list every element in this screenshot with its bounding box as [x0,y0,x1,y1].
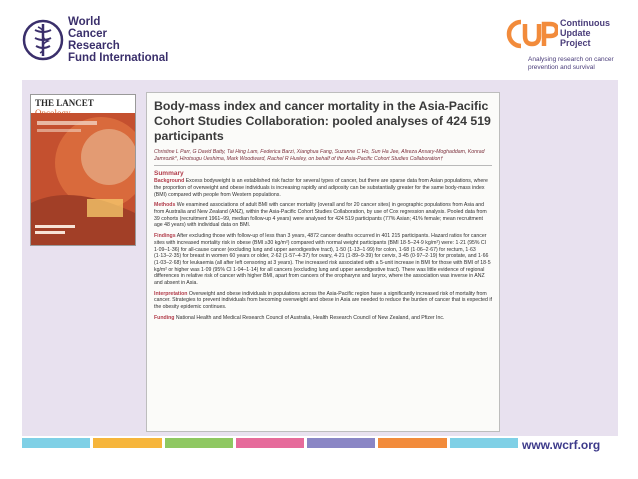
footer-color-bars [22,438,518,448]
section-background [154,178,492,198]
cover-artwork-image [31,113,135,245]
section-label: Background [154,178,185,185]
color-bar [22,438,90,448]
cup-tagline: Analysing research on cancer prevention and survival [528,56,614,71]
color-bar [93,438,161,448]
summary-heading: Summary [154,170,184,178]
cup-logo [506,16,624,78]
section-text: Excess bodyweight is an established risk factor for several types of cancer, but there are sparse data from Asian populations, where the proportion of overweight and obese individuals is increasing rapidly and adiposity can be substantially greater for the same body-mass index (BMI) compared with people from Western populations. [154,178,488,198]
section-label: Methods [154,202,176,209]
color-bar [378,438,446,448]
cup-logo-text [560,18,610,48]
lancet-masthead [31,95,135,113]
color-bar [236,438,304,448]
section-methods [154,202,492,229]
wcrf-line-3: Research [68,40,120,52]
divider [154,165,492,166]
section-text: After excluding those with follow-up of less than 3 years, 4872 cancer deaths occurred in 401 215 participants. Hazard ratios for cancer sites with increased mortality risk in obese (BMI ≥30 kg/m²) compared with normal weight participants (BMI 18·5–24·9 kg/m²) were: 1·21 (95% CI 1·09–1·36) for all-cause cancer (excluding lung and upper aerodigestive tract), 1·50 (1·13–1·99) for colon, 1·68 (1·06–2·67) for rectum, 1·63 (1·13–2·35) for breast in women 60 years or older, 2·62 (1·57–4·37) for ovary, 4·21 (1·89–9·39) for cervix, 3·45 (0·97–2·19) for prostate, and 1·66 (1·03–2·68) for leukaemia (all after left censoring at 3 years). The increased risk associated with a 5-unit increase in BMI for those with BMI of 18·5 kg/m² or higher was 1·09 (95% CI 1·04–1·14) for all cancers (excluding lung and upper aerodigestive tract). There was little evidence of regional differences in relative risk of cancer with higher BMI, apart from cancers of the oropharynx and larynx, where the association was inverse in ANZ and absent in Asia. [154,233,491,287]
section-interpretation [154,291,492,311]
caduceus-emblem-icon [22,16,64,64]
section-label: Funding [154,314,175,321]
wcrf-logo-text [68,16,168,64]
section-funding [154,315,492,322]
color-bar [450,438,518,448]
lancet-oncology-cover [30,94,136,246]
cup-logo-mark [506,16,558,52]
article-abstract [146,92,500,432]
wcrf-line-2: Cancer [68,28,107,40]
article-title: Body-mass index and cancer mortality in the Asia-Pacific Cohort Studies Collaboration: pooled analyses of 424 519 participants [154,99,491,143]
section-label: Findings [154,233,176,240]
color-bar [307,438,375,448]
article-authors: Christine L Parr, G David Batty, Tai Hing Lam, Federica Barzi, Xianghua Fang, Suzanne C Ho, Sun Ha Jee, Alireza Ansary-Moghaddam, Konrad Jamrozik*, Hirotsugu Ueshima, Mark Woodward, Rachel R Huxley, on behalf of the Asia-Pacific Cohort Studies Collaboration† [154,149,485,162]
section-text: Overweight and obese individuals in populations across the Asia-Pacific region have a significantly increased risk of mortality from cancer. Strategies to prevent individuals from becoming overweight and obese in Asia are needed to reduce the burden of cancer that is expected if the obesity epidemic continues. [154,290,492,311]
wcrf-line-1: World [68,16,101,28]
cup-line-3: Project [560,38,591,48]
cup-line-1: Continuous [560,18,610,28]
section-findings [154,233,492,287]
cup-line-2: Update [560,28,591,38]
color-bar [165,438,233,448]
section-text: National Health and Medical Research Council of Australia, Health Research Council of New Zealand, and Pfizer Inc. [175,314,445,321]
section-label: Interpretation [154,290,188,297]
website-link[interactable]: www.wcrf.org [522,438,601,452]
wcrf-line-4: Fund International [68,52,169,64]
lancet-name: THE LANCET [35,98,94,108]
section-text: We examined associations of adult BMI with cancer mortality (overall and for 20 cancer sites) in geographic populations from Asia and from Australia and New Zealand (ANZ), within the Asia-Pacific Cohort Studies Collaboration, by use of Cox regression analysis. Pooled data from 39 cohorts (recruitment 1961–99, median follow-up 4 years) were analysed for 424 519 participants (77% Asian; 41% female; mean recruitment age 48 years) with individual data on BMI. [154,202,487,229]
wcrf-logo [22,16,182,68]
